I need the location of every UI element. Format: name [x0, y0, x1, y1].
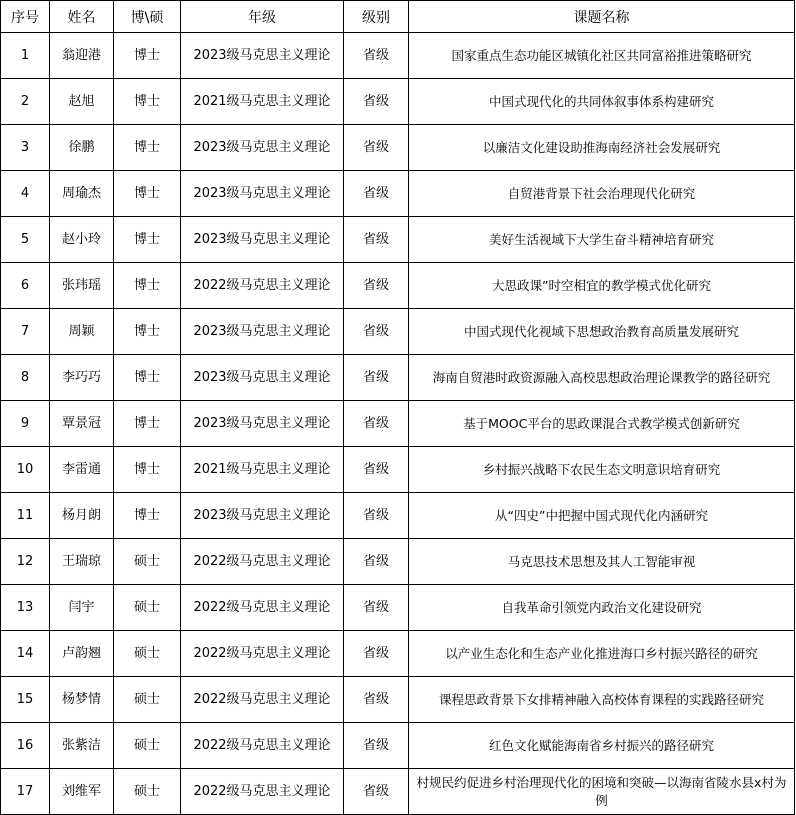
cell-name: 覃景冠	[50, 401, 114, 447]
cell-grade: 2023级马克思主义理论	[181, 33, 344, 79]
cell-title: 从“四史”中把握中国式现代化内涵研究	[409, 493, 795, 539]
cell-title: 红色文化赋能海南省乡村振兴的路径研究	[409, 723, 795, 769]
cell-title: 以廉洁文化建设助推海南经济社会发展研究	[409, 125, 795, 171]
cell-idx: 6	[1, 263, 50, 309]
cell-degree: 博士	[114, 217, 181, 263]
cell-grade: 2021级马克思主义理论	[181, 79, 344, 125]
cell-idx: 9	[1, 401, 50, 447]
cell-level: 省级	[344, 769, 409, 815]
cell-name: 杨月朗	[50, 493, 114, 539]
cell-name: 张玮瑶	[50, 263, 114, 309]
cell-degree: 硕士	[114, 539, 181, 585]
cell-degree: 硕士	[114, 723, 181, 769]
table-row	[1, 171, 795, 217]
cell-name: 卢韵翘	[50, 631, 114, 677]
cell-level: 省级	[344, 125, 409, 171]
cell-grade: 2023级马克思主义理论	[181, 401, 344, 447]
cell-level: 省级	[344, 263, 409, 309]
cell-level: 省级	[344, 33, 409, 79]
cell-name: 翁迎港	[50, 33, 114, 79]
cell-title: 海南自贸港时政资源融入高校思想政治理论课教学的路径研究	[409, 355, 795, 401]
cell-degree: 博士	[114, 447, 181, 493]
cell-level: 省级	[344, 355, 409, 401]
cell-level: 省级	[344, 539, 409, 585]
cell-grade: 2022级马克思主义理论	[181, 539, 344, 585]
cell-name: 李雷通	[50, 447, 114, 493]
cell-grade: 2022级马克思主义理论	[181, 723, 344, 769]
cell-level: 省级	[344, 585, 409, 631]
cell-degree: 博士	[114, 171, 181, 217]
cell-title: 自我革命引领党内政治文化建设研究	[409, 585, 795, 631]
cell-name: 赵旭	[50, 79, 114, 125]
cell-name: 周瑜杰	[50, 171, 114, 217]
cell-title: 大思政课”时空相宜的教学模式优化研究	[409, 263, 795, 309]
cell-level: 省级	[344, 79, 409, 125]
cell-title: 自贸港背景下社会治理现代化研究	[409, 171, 795, 217]
cell-grade: 2023级马克思主义理论	[181, 171, 344, 217]
cell-name: 周颖	[50, 309, 114, 355]
cell-grade: 2021级马克思主义理论	[181, 447, 344, 493]
cell-level: 省级	[344, 401, 409, 447]
cell-idx: 12	[1, 539, 50, 585]
cell-idx: 11	[1, 493, 50, 539]
cell-name: 李巧巧	[50, 355, 114, 401]
table-row	[1, 79, 795, 125]
cell-level: 省级	[344, 217, 409, 263]
table-row	[1, 33, 795, 79]
cell-level: 省级	[344, 171, 409, 217]
cell-grade: 2023级马克思主义理论	[181, 493, 344, 539]
cell-name: 张紫洁	[50, 723, 114, 769]
cell-degree: 硕士	[114, 631, 181, 677]
cell-grade: 2023级马克思主义理论	[181, 355, 344, 401]
table-row	[1, 309, 795, 355]
header-idx: 序号	[1, 1, 50, 33]
cell-degree: 博士	[114, 309, 181, 355]
cell-degree: 硕士	[114, 677, 181, 723]
header-row	[1, 1, 795, 33]
cell-idx: 4	[1, 171, 50, 217]
header-degree: 博\硕	[114, 1, 181, 33]
cell-idx: 10	[1, 447, 50, 493]
cell-name: 王瑞琼	[50, 539, 114, 585]
cell-idx: 8	[1, 355, 50, 401]
cell-title: 中国式现代化的共同体叙事体系构建研究	[409, 79, 795, 125]
cell-title: 美好生活视域下大学生奋斗精神培育研究	[409, 217, 795, 263]
cell-level: 省级	[344, 677, 409, 723]
cell-idx: 5	[1, 217, 50, 263]
table-row	[1, 493, 795, 539]
cell-level: 省级	[344, 723, 409, 769]
cell-grade: 2023级马克思主义理论	[181, 309, 344, 355]
cell-name: 赵小玲	[50, 217, 114, 263]
cell-idx: 2	[1, 79, 50, 125]
table-row	[1, 125, 795, 171]
cell-grade: 2022级马克思主义理论	[181, 677, 344, 723]
header-name: 姓名	[50, 1, 114, 33]
table-row	[1, 401, 795, 447]
table-row	[1, 769, 795, 815]
table-row	[1, 447, 795, 493]
table-row	[1, 217, 795, 263]
cell-level: 省级	[344, 493, 409, 539]
cell-title: 村规民约促进乡村治理现代化的困境和突破—以海南省陵水县x村为例	[409, 769, 795, 815]
cell-degree: 博士	[114, 355, 181, 401]
table-row	[1, 631, 795, 677]
cell-degree: 博士	[114, 493, 181, 539]
cell-level: 省级	[344, 309, 409, 355]
cell-idx: 16	[1, 723, 50, 769]
cell-title: 中国式现代化视域下思想政治教育高质量发展研究	[409, 309, 795, 355]
cell-degree: 博士	[114, 33, 181, 79]
table-row	[1, 585, 795, 631]
cell-title: 以产业生态化和生态产业化推进海口乡村振兴路径的研究	[409, 631, 795, 677]
cell-grade: 2022级马克思主义理论	[181, 585, 344, 631]
cell-degree: 博士	[114, 401, 181, 447]
table-row	[1, 723, 795, 769]
cell-idx: 17	[1, 769, 50, 815]
cell-idx: 15	[1, 677, 50, 723]
table-row	[1, 355, 795, 401]
cell-grade: 2023级马克思主义理论	[181, 217, 344, 263]
cell-idx: 3	[1, 125, 50, 171]
cell-title: 课程思政背景下女排精神融入高校体育课程的实践路径研究	[409, 677, 795, 723]
cell-name: 刘维军	[50, 769, 114, 815]
cell-name: 徐鹏	[50, 125, 114, 171]
cell-idx: 13	[1, 585, 50, 631]
cell-grade: 2022级马克思主义理论	[181, 263, 344, 309]
cell-title: 国家重点生态功能区城镇化社区共同富裕推进策略研究	[409, 33, 795, 79]
cell-degree: 博士	[114, 263, 181, 309]
cell-grade: 2022级马克思主义理论	[181, 769, 344, 815]
cell-name: 闫宇	[50, 585, 114, 631]
table-row	[1, 677, 795, 723]
cell-level: 省级	[344, 631, 409, 677]
cell-grade: 2022级马克思主义理论	[181, 631, 344, 677]
cell-degree: 硕士	[114, 769, 181, 815]
header-level: 级别	[344, 1, 409, 33]
cell-idx: 14	[1, 631, 50, 677]
cell-title: 马克思技术思想及其人工智能审视	[409, 539, 795, 585]
cell-grade: 2023级马克思主义理论	[181, 125, 344, 171]
cell-idx: 1	[1, 33, 50, 79]
cell-name: 杨梦情	[50, 677, 114, 723]
table-row	[1, 539, 795, 585]
cell-title: 乡村振兴战略下农民生态文明意识培育研究	[409, 447, 795, 493]
cell-degree: 博士	[114, 79, 181, 125]
table-row	[1, 263, 795, 309]
cell-degree: 硕士	[114, 585, 181, 631]
cell-idx: 7	[1, 309, 50, 355]
cell-level: 省级	[344, 447, 409, 493]
cell-degree: 博士	[114, 125, 181, 171]
header-title: 课题名称	[409, 1, 795, 33]
cell-title: 基于MOOC平台的思政课混合式教学模式创新研究	[409, 401, 795, 447]
header-grade: 年级	[181, 1, 344, 33]
